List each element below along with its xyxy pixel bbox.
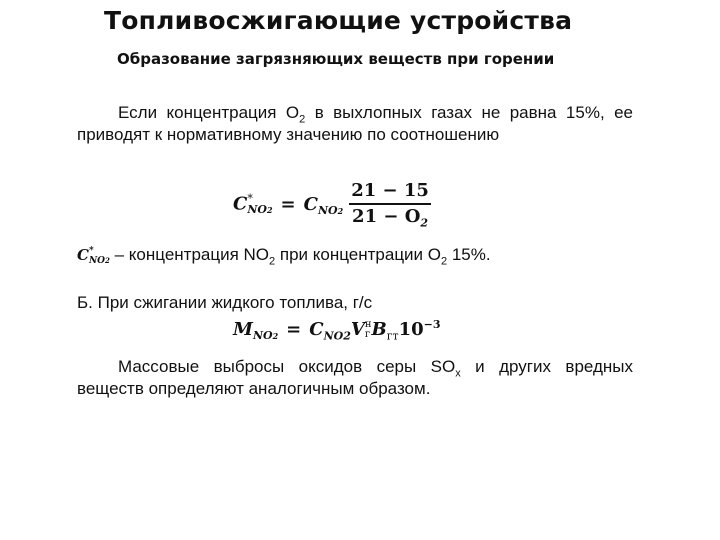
definition-symbol: C * NO2 — [77, 245, 110, 266]
formula-no2-correction — [233, 176, 431, 232]
paragraph-oxygen-correction — [77, 102, 633, 146]
slide-subtitle: Образование загрязняющих веществ при горении — [117, 50, 555, 68]
power-of-ten: $10^{-3}$ — [398, 317, 441, 340]
mass-symbol: $M_{NO2}$ — [233, 318, 279, 343]
slide-title: Топливосжигающие устройства — [104, 6, 573, 35]
paragraph-text: Если концентрация $O_2$ в выхлопных газах не равна 15%, ее приводят к нормативному значению по соотношению — [77, 103, 634, 144]
fraction — [349, 179, 431, 229]
rhs-symbol: $C_{NO2}$ — [303, 193, 344, 218]
lhs-symbol: C * NO2 — [233, 191, 273, 216]
section-heading-liquid-fuel: Б. При сжигании жидкого топлива, г/с — [77, 293, 373, 312]
concentration-symbol: $C_{NO2}$ — [309, 318, 351, 343]
fraction-numerator: 21 − 15 — [349, 179, 431, 205]
paragraph-other-pollutants: Массовые выбросы оксидов серы $SO_x$ и других вредных веществ определяют аналогичным образом. — [77, 357, 634, 398]
volume-symbol: V н г — [350, 318, 372, 340]
equals-sign: = — [286, 318, 302, 340]
fraction-denominator: $21 - O_2$ — [352, 206, 429, 230]
equals-sign: = — [280, 193, 296, 215]
formula-no2-mass-emission — [233, 314, 441, 344]
definition-line: C * NO2 – концентрация $NO_2$ при концентрации $O_2$ 15%. — [77, 245, 491, 268]
fuel-consumption-symbol: $B_{гт}$ — [371, 318, 399, 343]
